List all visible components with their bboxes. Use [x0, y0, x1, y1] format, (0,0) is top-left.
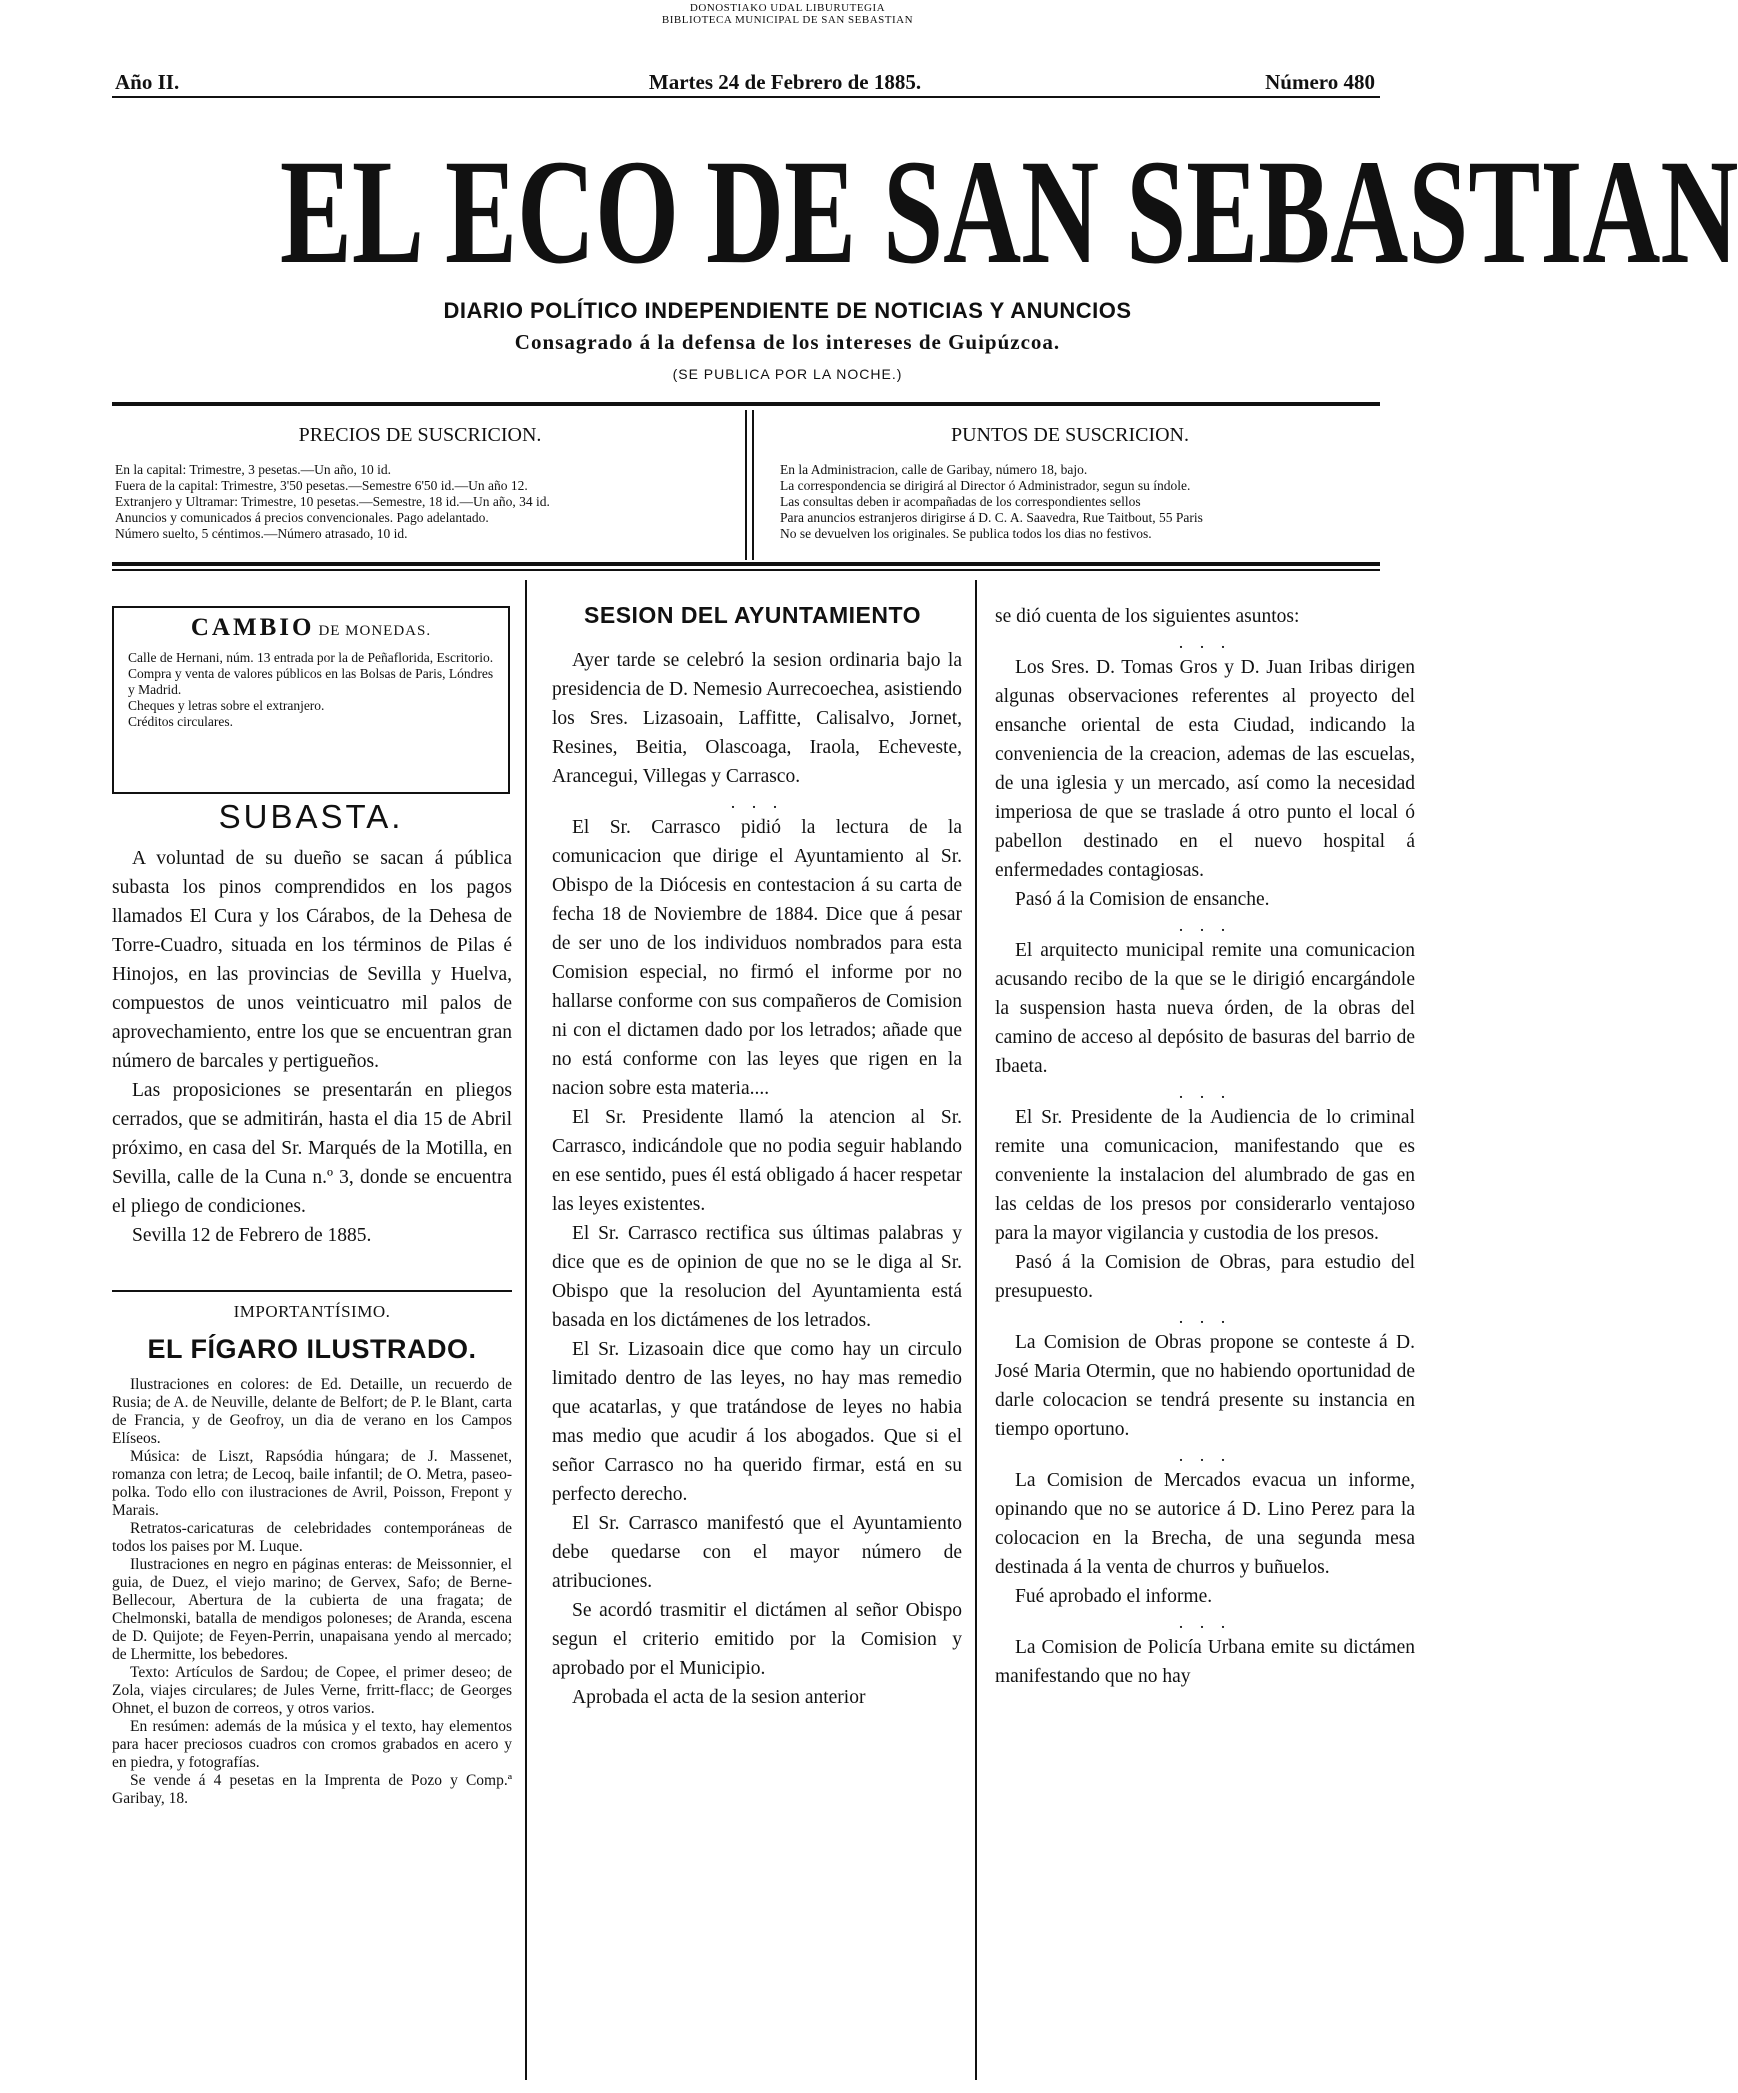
newspaper-title: EL ECO DE SAN SEBASTIAN — [279, 129, 1738, 295]
sesion-col3 — [995, 602, 1415, 1691]
separator-dots: . . . — [1178, 1612, 1232, 1632]
box-top-rule — [112, 402, 1380, 406]
subasta-rule — [112, 1290, 512, 1292]
top-rule — [112, 96, 1380, 98]
precios-line: En la capital: Trimestre, 3 pesetas.—Un año, 10 id. — [115, 462, 391, 477]
sesion-paragraph: Fué aprobado el informe. — [1015, 1586, 1213, 1607]
separator-dots: . . . — [730, 792, 784, 812]
sesion-paragraph: Los Sres. D. Tomas Gros y D. Juan Iribas dirigen algunas observaciones referentes al proyecto del ensanche oriental de esta Ciudad, indicando la conveniencia de la creacion, ademas de las escuelas, de una iglesia y un mercado, así como la necesidad imperiosa de que se traslade á otro punto el local ó pabellon destinado en el nuevo hospital á enfermedades contagiosas. — [995, 657, 1415, 881]
figaro-paragraph: Ilustraciones en colores: de Ed. Detaille, un recuerdo de Rusia; de A. de Neuville, delante de Belfort; de P. le Blant, carta de Francia, y de Geofroy, un dia de verano en los Campos Elíseos. — [112, 1376, 512, 1447]
precios-line: Fuera de la capital: Trimestre, 3'50 pesetas.—Semestre 6'50 id.—Un año 12. — [115, 478, 528, 493]
cambio-line: Cheques y letras sobre el extranjero. — [128, 698, 325, 713]
separator-dots: . . . — [1178, 1307, 1232, 1327]
sesion-paragraph: Se acordó trasmitir el dictámen al señor Obispo segun el criterio emitido por la Comision y aprobado por el Municipio. — [552, 1600, 962, 1679]
precios-line: Número suelto, 5 céntimos.—Número atrasado, 10 id. — [115, 526, 408, 541]
puntos-line: Para anuncios estranjeros dirigirse á D. C. A. Saavedra, Rue Taitbout, 55 Paris — [780, 510, 1203, 525]
subasta-body — [112, 844, 512, 1250]
figaro-kicker: IMPORTANTÍSIMO. — [233, 1302, 391, 1321]
publication-note: (SE PUBLICA POR LA NOCHE.) — [672, 366, 903, 382]
puntos-line: La correspondencia se dirigirá al Director ó Administrador, segun su índole. — [780, 478, 1191, 493]
subasta-paragraph: A voluntad de su dueño se sacan á pública subasta los pinos comprendidos en los pagos llamados El Cura y los Cárabos, de la Dehesa de Torre-Cuadro, situada en los términos de Pilas é Hinojos, en las provincias de Sevilla y Huelva, compuestos de unos veinticuatro mil palos de aprovechamiento, entre los que se encuentran gran número de barcales y pertigueños. — [112, 848, 512, 1072]
puntos-line: En la Administracion, calle de Garibay, número 18, bajo. — [780, 462, 1088, 477]
subasta-paragraph: Sevilla 12 de Febrero de 1885. — [132, 1225, 372, 1246]
sesion-paragraph: La Comision de Policía Urbana emite su dictámen manifestando que no hay — [995, 1637, 1415, 1687]
sesion-paragraph: El Sr. Carrasco pidió la lectura de la comunicacion que dirige el Ayuntamiento al Sr. Obispo de la Diócesis en contestacion á su carta de fecha 18 de Noviembre de 1884. Dice que á pesar de ser uno de los individuos nombrados para esta Comision especial, no firmó el informe por no hallarse conforme con sus compañeros de Comision ni con el dictamen dado por los letrados; añade que no está conforme con las leyes que rigen en la nacion sobre esta materia.... — [552, 817, 962, 1099]
year-label: Año II. — [115, 70, 180, 94]
issue-date: Martes 24 de Febrero de 1885. — [648, 70, 922, 94]
figaro-paragraph: En resúmen: además de la música y el texto, hay elementos para hacer preciosos cuadros con cromos grabados en acero y en piedra, y fotografías. — [112, 1718, 512, 1771]
sesion-paragraph: Pasó á la Comision de ensanche. — [1015, 889, 1270, 910]
issue-number: Número 480 — [1265, 70, 1375, 94]
sesion-paragraph: El Sr. Carrasco manifestó que el Ayuntamiento debe quedarse con el mayor número de atribuciones. — [552, 1513, 962, 1592]
sesion-paragraph: El Sr. Presidente de la Audiencia de lo criminal remite una comunicacion, manifestando que es conveniente la instalacion del alumbrado de gas en las celdas de los presos por considerarlo ventajoso para la mayor vigilancia y custodia de los presos. — [995, 1107, 1415, 1244]
cambio-box — [112, 606, 510, 794]
cambio-title-suffix: DE MONEDAS. — [318, 623, 432, 639]
sesion-paragraph: Ayer tarde se celebró la sesion ordinaria bajo la presidencia de D. Nemesio Aurrecoechea, asistiendo los Sres. Lizasoain, Laffitte, Calisalvo, Jornet, Resines, Beitia, Olascoaga, Iraola, Echeveste, Arancegui, Villegas y Carrasco. — [552, 650, 962, 787]
sesion-paragraph: La Comision de Mercados evacua un informe, opinando que no se autorice á D. Lino Perez para la colocacion en la Brecha, de una segunda mesa destinada á la venta de churros y buñuelos. — [995, 1470, 1415, 1578]
sesion-paragraph: El Sr. Carrasco rectifica sus últimas palabras y dice que es de opinion de que no se le diga al Sr. Obispo que la resolucion del Ayuntamienta está basada en los dictámenes de los letrados. — [552, 1223, 962, 1331]
figaro-body — [112, 1376, 512, 1808]
sesion-title: SESION DEL AYUNTAMIENTO — [584, 602, 921, 628]
archive-stamp — [0, 2, 1575, 26]
precios-title: PRECIOS DE SUSCRICION. — [298, 424, 542, 446]
sesion-col2 — [552, 646, 962, 1712]
cambio-lines — [128, 650, 494, 730]
precios-line: Extranjero y Ultramar: Trimestre, 10 pesetas.—Semestre, 18 id.—Un año, 34 id. — [115, 494, 550, 509]
sesion-paragraph: La Comision de Obras propone se conteste á D. José Maria Otermin, que no habiendo oportunidad de darle colocacion se tendrá presente su instancia en tiempo oportuno. — [995, 1332, 1415, 1440]
puntos-line: No se devuelven los originales. Se publica todos los dias no festivos. — [780, 526, 1152, 541]
precios-list — [115, 462, 735, 542]
column-divider-1 — [525, 580, 527, 2080]
precios-line: Anuncios y comunicados á precios convencionales. Pago adelantado. — [115, 510, 489, 525]
sesion-paragraph: Aprobada el acta de la sesion anterior — [572, 1687, 866, 1708]
separator-dots: . . . — [1178, 1445, 1232, 1465]
subasta-paragraph: Las proposiciones se presentarán en pliegos cerrados, que se admitirán, hasta el dia 15 de Abril próximo, en casa del Sr. Marqués de la Motilla, en Sevilla, calle de la Cuna n.º 3, donde se encuentra el pliego de condiciones. — [112, 1080, 512, 1217]
puntos-list — [780, 462, 1380, 542]
sesion-paragraph: El arquitecto municipal remite una comunicacion acusando recibo de la que se le dirigió encargándole la suspension hasta nueva órden, de la obras del camino de acceso al depósito de basuras del barrio de Ibaeta. — [995, 940, 1415, 1077]
cambio-line: Calle de Hernani, núm. 13 entrada por la de Peñaflorida, Escritorio. — [128, 650, 494, 665]
separator-dots: . . . — [1178, 915, 1232, 935]
figaro-title: EL FÍGARO ILUSTRADO. — [147, 1334, 477, 1364]
box-divider — [745, 410, 747, 560]
sesion-paragraph: El Sr. Lizasoain dice que como hay un circulo limitado dentro de las leyes, no hay mas remedio que acatarlas, y que tratándose de leyes no habia mas medio que acudir á los abogados. Que si el señor Carrasco no ha querido firmar, está en su perfecto derecho. — [552, 1339, 962, 1505]
archive-stamp-line2: BIBLIOTECA MUNICIPAL DE SAN SEBASTIAN — [661, 14, 914, 26]
cambio-line: Compra y venta de valores públicos en las Bolsas de Paris, Lóndres y Madrid. — [128, 666, 494, 697]
newspaper-motto: Consagrado á la defensa de los intereses de Guipúzcoa. — [514, 330, 1061, 354]
sesion-paragraph: Pasó á la Comision de Obras, para estudio del presupuesto. — [995, 1252, 1415, 1302]
box-bottom-rule — [112, 562, 1380, 566]
cambio-title: CAMBIO — [190, 614, 315, 641]
archive-stamp-line1: DONOSTIAKO UDAL LIBURUTEGIA — [689, 2, 886, 14]
sesion-paragraph: El Sr. Presidente llamó la atencion al Sr. Carrasco, indicándole que no podia seguir hablando en ese sentido, pues él está obligado á hacer respetar las leyes existentes. — [552, 1107, 962, 1215]
figaro-paragraph: Música: de Liszt, Rapsódia húngara; de J. Massenet, romanza con letra; de Lecoq, baile infantil; de O. Metra, paseo-polka. Todo ello con ilustraciones de Avril, Poisson, Frepont y Marais. — [112, 1448, 512, 1519]
puntos-line: Las consultas deben ir acompañadas de los correspondientes sellos — [780, 494, 1141, 509]
column-divider-2 — [975, 580, 977, 2080]
separator-dots: . . . — [1178, 632, 1232, 652]
subasta-title: SUBASTA. — [218, 798, 404, 835]
figaro-paragraph: Texto: Artículos de Sardou; de Copee, el primer deseo; de Zola, viajes circulares; de Jules Verne, frritt-flacc; de Georges Ohnet, el buzon de correos, y otros varios. — [112, 1664, 512, 1717]
figaro-paragraph: Se vende á 4 pesetas en la Imprenta de Pozo y Comp.ª Garibay, 18. — [112, 1772, 512, 1807]
puntos-title: PUNTOS DE SUSCRICION. — [950, 424, 1189, 446]
box-divider-2 — [752, 410, 754, 560]
figaro-paragraph: Ilustraciones en negro en páginas enteras: de Meissonnier, el guia, de Duez, el viejo marino; de Gervex, Safo; de Berne-Bellecour, Abertura de la cubierta de una fragata; de Chelmonski, batalla de mendigos poloneses; de Aranda, escena de D. Quijote; de Feyen-Perrin, unapaisana yendo al mercado; de Lhermitte, los bebedores. — [112, 1556, 512, 1663]
separator-dots: . . . — [1178, 1082, 1232, 1102]
cambio-line: Créditos circulares. — [128, 714, 233, 729]
sesion-paragraph: se dió cuenta de los siguientes asuntos: — [995, 606, 1300, 627]
newspaper-subtitle: DIARIO POLÍTICO INDEPENDIENTE DE NOTICIAS Y ANUNCIOS — [443, 298, 1132, 323]
box-bottom-rule-2 — [112, 569, 1380, 571]
figaro-paragraph: Retratos-caricaturas de celebridades contemporáneas de todos los paises por M. Luque. — [112, 1520, 512, 1555]
